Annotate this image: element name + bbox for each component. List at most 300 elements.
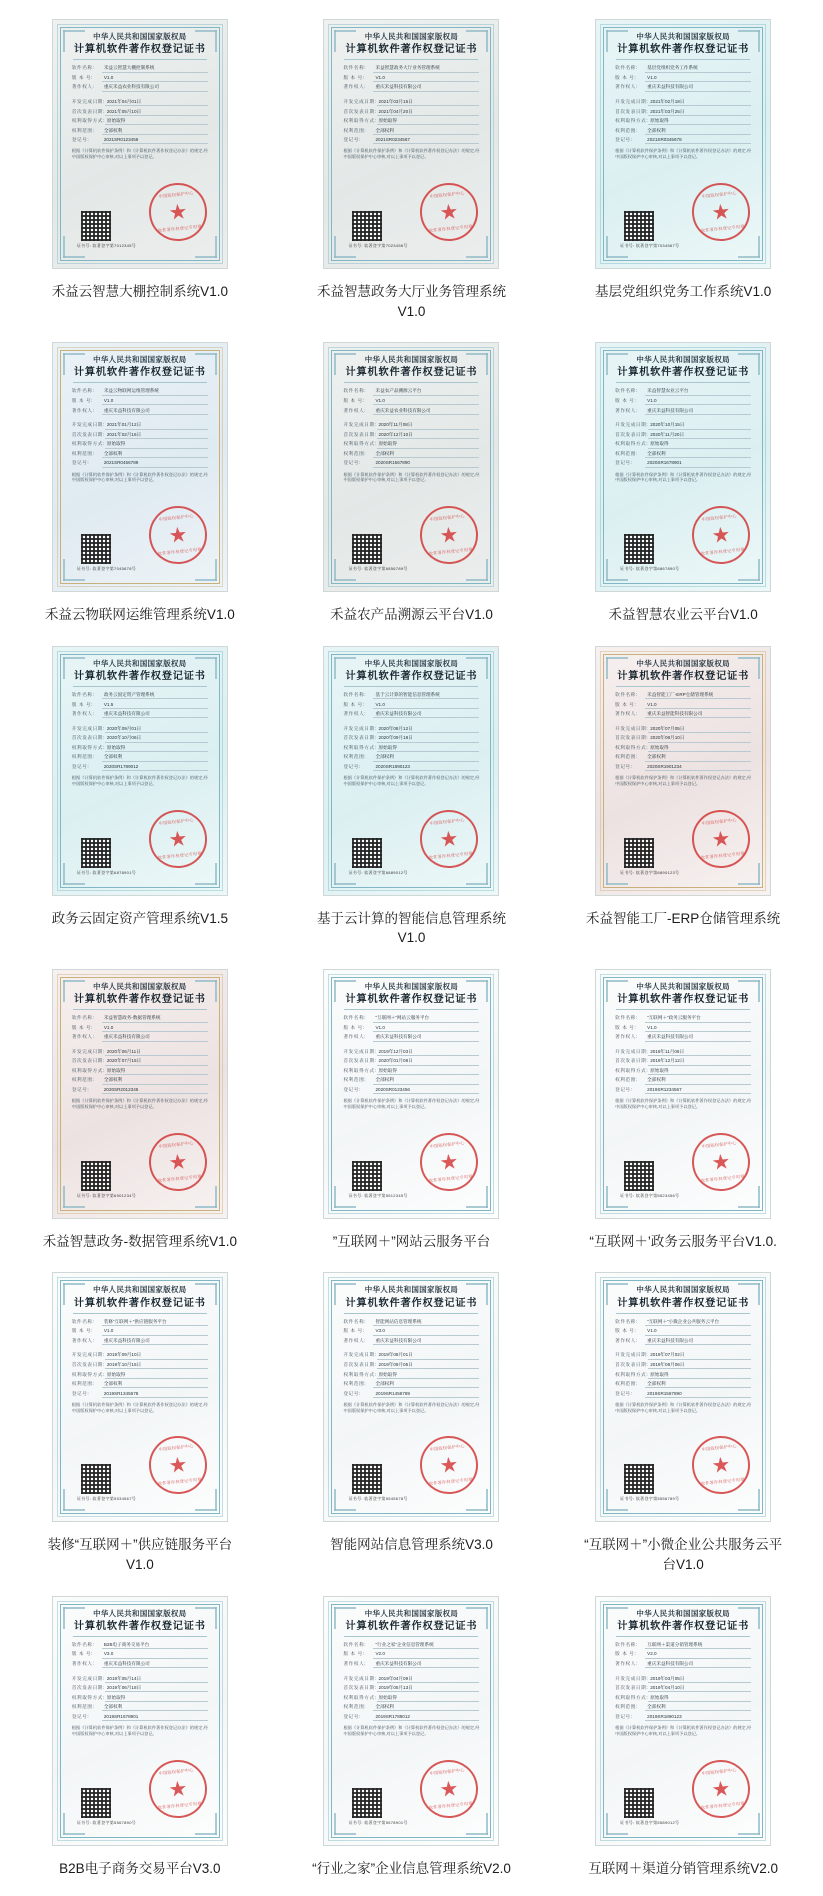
qr-code-icon xyxy=(81,1788,111,1818)
field-value-reg-number: 2020SR0123456 xyxy=(373,1087,479,1094)
qr-code-icon xyxy=(81,838,111,868)
field-value-first-publish: 2020年08月10日 xyxy=(648,735,751,742)
field-value-dev-complete: 2019年09月10日 xyxy=(105,1352,208,1359)
certificate-image[interactable] xyxy=(42,962,238,1226)
field-label-version: 版 本 号: xyxy=(71,1024,94,1030)
field-label-right-scope: 权利取得方式: xyxy=(615,118,649,124)
field-label-version: 版 本 号: xyxy=(71,398,94,403)
field-value-right-scope: 原始取得 xyxy=(377,118,480,125)
field-value-reg-number: 2019SR1678901 xyxy=(102,1714,208,1721)
certificate-title: 计算机软件著作权登记证书 xyxy=(73,993,206,1005)
certificate-issuer: 中华人民共和国国家版权局 xyxy=(93,1608,187,1618)
field-label-right-scope: 权利取得方式: xyxy=(343,118,377,124)
field-software-name xyxy=(72,65,208,72)
seal-top-text: 中国版权保护中心 xyxy=(429,1766,466,1776)
certificate-fields xyxy=(338,1015,484,1094)
certificate-note: 根据《计算机软件保护条例》和《计算机软件著作权登记办法》的规定,经中国版权保护中心审核,对以上事项予以登记。 xyxy=(71,1401,208,1413)
field-value-owner: 重庆禾益科技有限公司 xyxy=(373,1034,479,1041)
field-label-reg-number: 登记号: xyxy=(71,137,90,143)
field-right-way xyxy=(72,1704,208,1711)
field-value-dev-complete: 2019年07月02日 xyxy=(648,1352,751,1359)
certificate-fields xyxy=(610,1642,756,1721)
field-dev-complete xyxy=(615,726,751,733)
field-copyright-owner xyxy=(343,408,479,415)
field-value-reg-number: 2019SR1789012 xyxy=(373,1714,479,1721)
certificate-note: 根据《计算机软件保护条例》和《计算机软件著作权登记办法》的规定,经中国版权保护中心审核,对以上事项予以登记。 xyxy=(343,1401,480,1413)
field-value-right-scope: 原始取得 xyxy=(648,1372,751,1379)
certificate-image[interactable] xyxy=(313,639,509,903)
seal-top-text: 中国版权保护中心 xyxy=(158,1443,194,1453)
divider xyxy=(344,1313,478,1314)
field-label-reg-number: 登记号: xyxy=(615,763,633,769)
field-reg-number xyxy=(72,1391,208,1398)
field-label-first-publish: 首次发表日期: xyxy=(615,1361,649,1367)
field-value-first-publish: 2020年11月20日 xyxy=(648,432,751,439)
field-label-version: 版 本 号: xyxy=(343,1328,365,1334)
field-value-reg-number: 2020SR2012345 xyxy=(102,1087,208,1094)
seal-top-text: 中国版权保护中心 xyxy=(701,1766,738,1776)
certificate-issuer: 中华人民共和国国家版权局 xyxy=(93,1285,187,1295)
certificate-number: 证书号: 软著登字第6856789号 xyxy=(348,566,408,572)
certificate-issuer: 中华人民共和国国家版权局 xyxy=(93,658,187,668)
certificate-caption: 禾益智慧农业云平台V1.0 xyxy=(608,607,758,623)
seal-top-text: 中国版权保护中心 xyxy=(158,816,194,826)
field-right-way xyxy=(615,451,751,458)
field-version xyxy=(72,1651,208,1658)
field-value-dev-complete: 2020年10月15日 xyxy=(648,422,751,429)
certificate-card-8[interactable] xyxy=(276,633,548,956)
field-first-publish xyxy=(343,1058,479,1065)
field-label-software-name: 软件名称: xyxy=(71,65,95,71)
field-value-version: V1.0 xyxy=(373,1025,479,1032)
field-software-name xyxy=(343,1015,479,1022)
field-version xyxy=(343,1651,479,1658)
field-value-right-scope: 原始取得 xyxy=(105,1068,208,1075)
official-seal-icon xyxy=(146,1434,210,1498)
certificate-note: 根据《计算机软件保护条例》和《计算机软件著作权登记办法》的规定,经中国版权保护中心审核,对以上事项予以登记。 xyxy=(615,471,752,483)
official-seal-icon xyxy=(418,1434,482,1498)
certificate-note: 根据《计算机软件保护条例》和《计算机软件著作权登记办法》的规定,经中国版权保护中心审核,对以上事项予以登记。 xyxy=(343,471,480,483)
field-value-dev-complete: 2020年08月12日 xyxy=(377,726,480,733)
field-reg-number xyxy=(72,1087,208,1094)
qr-code-icon xyxy=(81,211,111,241)
field-right-scope xyxy=(615,1372,751,1379)
field-value-first-publish: 2019年09月05日 xyxy=(377,1362,480,1369)
certificate-number: 证书号: 软著登字第5523456号 xyxy=(620,1192,680,1198)
field-label-software-name: 软件名称: xyxy=(343,1015,367,1021)
qr-code-icon xyxy=(624,1464,654,1494)
field-first-publish xyxy=(615,735,751,742)
field-software-name xyxy=(72,692,208,699)
field-value-software-name: 装修“互联网＋”供应链服务平台 xyxy=(102,1319,208,1326)
certificate-caption: 装修“互联网＋”供应链服务平台V1.0 xyxy=(47,1537,233,1572)
seal-star-icon: ★ xyxy=(438,1452,461,1478)
field-value-right-way: 全部权利 xyxy=(645,451,751,458)
certificate-number: 证书号: 软著登字第5534567号 xyxy=(76,1496,137,1502)
certificate-fields xyxy=(67,692,213,771)
seal-top-text: 中国版权保护中心 xyxy=(701,513,738,523)
field-right-way xyxy=(72,754,208,761)
divider xyxy=(344,1009,478,1010)
field-right-way xyxy=(615,754,751,761)
field-value-version: V1.0 xyxy=(102,1328,208,1335)
certificate-fields xyxy=(338,65,484,144)
field-value-software-name: 基层党组织党务工作系统 xyxy=(645,65,751,72)
seal-bottom-text: 软件著作权登记专用章 xyxy=(157,1477,202,1487)
certificate-issuer: 中华人民共和国国家版权局 xyxy=(93,355,187,365)
seal-bottom-text: 软件著作权登记专用章 xyxy=(157,1800,202,1810)
seal-star-icon: ★ xyxy=(710,199,732,225)
field-label-right-scope: 权利取得方式: xyxy=(71,1067,105,1073)
field-copyright-owner xyxy=(615,711,751,718)
field-right-scope xyxy=(343,1372,479,1379)
field-dev-complete xyxy=(615,422,751,429)
field-value-right-scope: 原始取得 xyxy=(377,1372,480,1379)
certificate-image[interactable] xyxy=(313,1589,509,1853)
field-label-first-publish: 首次发表日期: xyxy=(615,1058,649,1064)
field-right-scope xyxy=(72,118,208,125)
field-value-reg-number: 2020SR1901234 xyxy=(645,764,751,771)
field-label-first-publish: 首次发表日期: xyxy=(615,735,649,741)
divider xyxy=(73,1636,207,1637)
seal-top-text: 中国版权保护中心 xyxy=(158,513,194,523)
field-value-version: V1.0 xyxy=(645,398,751,405)
certificate-card-2[interactable] xyxy=(276,6,548,329)
certificate-number: 证书号: 软著登字第6878901号 xyxy=(76,869,137,875)
certificate-fields xyxy=(610,1015,756,1094)
field-right-way xyxy=(72,1077,208,1084)
field-first-publish xyxy=(615,1362,751,1369)
field-label-version: 版 本 号: xyxy=(343,74,365,80)
certificate-image[interactable] xyxy=(42,12,238,276)
field-right-scope xyxy=(343,745,479,752)
field-value-right-way: 全部权利 xyxy=(645,128,751,135)
field-label-reg-number: 登记号: xyxy=(71,460,90,466)
field-value-version: V1.0 xyxy=(645,1328,751,1335)
field-value-reg-number: 2019SR1890123 xyxy=(645,1714,751,1721)
field-label-dev-complete: 开发完成日期: xyxy=(343,99,377,105)
certificate-caption: 政务云固定资产管理系统V1.5 xyxy=(51,910,228,926)
certificate-card-12[interactable] xyxy=(547,956,819,1260)
field-dev-complete xyxy=(615,1352,751,1359)
field-software-name xyxy=(72,1642,208,1649)
certificate-card-18[interactable] xyxy=(547,1583,819,1887)
field-value-owner: 重庆禾益科技有限公司 xyxy=(373,84,479,91)
field-version xyxy=(72,398,208,405)
field-label-right-way: 权利范围: xyxy=(343,127,367,133)
seal-bottom-text: 软件著作权登记专用章 xyxy=(700,1800,745,1810)
field-right-scope xyxy=(72,1695,208,1702)
divider xyxy=(344,382,478,383)
certificate-footer xyxy=(610,500,756,578)
field-label-right-way: 权利范围: xyxy=(343,754,367,760)
certificate-image[interactable] xyxy=(42,1265,238,1529)
seal-top-text: 中国版权保护中心 xyxy=(158,190,194,199)
field-label-software-name: 软件名称: xyxy=(71,388,95,394)
field-label-reg-number: 登记号: xyxy=(343,1713,361,1719)
official-seal-icon xyxy=(689,1130,753,1194)
field-label-software-name: 软件名称: xyxy=(343,65,367,71)
field-value-dev-complete: 2020年11月08日 xyxy=(377,422,480,429)
seal-star-icon: ★ xyxy=(710,1452,732,1478)
certificate-card-15[interactable] xyxy=(547,1259,819,1582)
field-value-owner: 重庆禾益科技有限公司 xyxy=(373,1661,479,1668)
field-value-version: V1.0 xyxy=(102,398,208,405)
certificate-number: 证书号: 软著登字第6889012号 xyxy=(348,869,408,875)
certificate-image[interactable] xyxy=(585,335,781,599)
field-value-right-way: 全部权利 xyxy=(102,1704,208,1711)
field-right-scope xyxy=(615,441,751,448)
field-reg-number xyxy=(343,1714,479,1721)
field-copyright-owner xyxy=(343,1338,479,1345)
field-right-scope xyxy=(72,1068,208,1075)
certificate-image[interactable] xyxy=(42,335,238,599)
field-value-dev-complete: 2019年04月09日 xyxy=(377,1676,480,1683)
field-label-reg-number: 登记号: xyxy=(343,137,361,143)
field-copyright-owner xyxy=(72,1034,208,1041)
field-value-reg-number: 2019SR1456789 xyxy=(373,1391,479,1398)
field-value-right-way: 全部权利 xyxy=(645,1381,751,1388)
field-version xyxy=(72,702,208,709)
field-value-right-scope: 原始取得 xyxy=(105,118,208,125)
divider xyxy=(73,59,207,60)
field-value-reg-number: 2020SR1567890 xyxy=(373,460,479,467)
field-label-version: 版 本 号: xyxy=(615,1651,637,1657)
field-right-scope xyxy=(615,745,751,752)
seal-bottom-text: 软件著作权登记专用章 xyxy=(700,850,745,860)
field-value-dev-complete: 2020年07月05日 xyxy=(648,726,751,733)
field-software-name xyxy=(615,1015,751,1022)
certificate-card-5[interactable] xyxy=(276,329,548,633)
field-value-dev-complete: 2021年03月15日 xyxy=(377,99,480,106)
field-label-dev-complete: 开发完成日期: xyxy=(615,1048,649,1054)
field-label-software-name: 软件名称: xyxy=(615,65,638,71)
field-value-software-name: “互联网＋”政务云服务平台 xyxy=(645,1015,751,1022)
field-value-dev-complete: 2019年05月14日 xyxy=(105,1676,208,1683)
seal-star-icon: ★ xyxy=(710,826,732,852)
certificate-card-13[interactable] xyxy=(4,1259,276,1582)
field-label-version: 版 本 号: xyxy=(343,1651,365,1657)
field-version xyxy=(615,1651,751,1658)
certificate-image[interactable] xyxy=(42,639,238,903)
field-label-dev-complete: 开发完成日期: xyxy=(615,1675,649,1681)
certificate-note: 根据《计算机软件保护条例》和《计算机软件著作权登记办法》的规定,经中国版权保护中心审核,对以上事项予以登记。 xyxy=(71,471,208,483)
certificate-image[interactable] xyxy=(42,1589,238,1853)
certificate-caption: “互联网＋’政务云服务平台V1.0. xyxy=(589,1233,777,1249)
certificate-image[interactable] xyxy=(313,962,509,1226)
field-value-reg-number: 2019SR1567890 xyxy=(645,1391,751,1398)
field-label-dev-complete: 开发完成日期: xyxy=(71,1352,105,1358)
certificate-card-16[interactable] xyxy=(4,1583,276,1887)
seal-bottom-text: 软件著作权登记专用章 xyxy=(429,1800,474,1810)
certificate-title: 计算机软件著作权登记证书 xyxy=(617,1297,750,1309)
field-first-publish xyxy=(343,735,479,742)
field-label-first-publish: 首次发表日期: xyxy=(71,108,105,114)
field-reg-number xyxy=(615,1714,751,1721)
certificate-card-6[interactable] xyxy=(547,329,819,633)
certificate-image[interactable] xyxy=(585,1589,781,1853)
certificate-card-14[interactable] xyxy=(276,1259,548,1582)
field-value-reg-number: 2021SR0123456 xyxy=(102,137,208,144)
field-dev-complete xyxy=(343,1352,479,1359)
certificate-caption: 禾益云物联网运维管理系统V1.0 xyxy=(44,607,235,623)
field-value-owner: 重庆禾益科技有限公司 xyxy=(645,1661,751,1668)
field-version xyxy=(343,75,479,82)
field-copyright-owner xyxy=(615,1338,751,1345)
certificate-card-7[interactable] xyxy=(4,633,276,956)
seal-top-text: 中国版权保护中心 xyxy=(701,1140,738,1149)
certificate-title: 计算机软件著作权登记证书 xyxy=(345,993,478,1005)
certificate-number: 证书号: 软著登字第5545678号 xyxy=(348,1496,408,1502)
field-label-reg-number: 登记号: xyxy=(71,1390,90,1396)
seal-star-icon: ★ xyxy=(167,199,189,225)
seal-star-icon: ★ xyxy=(438,199,461,225)
field-label-software-name: 软件名称: xyxy=(343,388,367,394)
field-value-owner: 重庆禾益科技有限公司 xyxy=(645,84,751,91)
field-value-software-name: “互联网＋”小微企业公共服务云平台 xyxy=(645,1319,751,1326)
field-value-reg-number: 2019SR1345678 xyxy=(102,1391,208,1398)
field-software-name xyxy=(72,388,208,395)
certificate-issuer: 中华人民共和国国家版权局 xyxy=(636,355,730,365)
field-value-right-scope: 原始取得 xyxy=(648,1695,751,1702)
field-copyright-owner xyxy=(343,1661,479,1668)
field-label-reg-number: 登记号: xyxy=(615,137,633,143)
certificate-note: 根据《计算机软件保护条例》和《计算机软件著作权登记办法》的规定,经中国版权保护中心审核,对以上事项予以登记。 xyxy=(343,148,480,160)
certificate-image[interactable] xyxy=(585,1265,781,1529)
divider xyxy=(73,1313,207,1314)
certificate-card-3[interactable] xyxy=(547,6,819,329)
field-version xyxy=(615,1025,751,1032)
seal-star-icon: ★ xyxy=(710,1776,732,1801)
field-value-right-way: 全部权利 xyxy=(102,754,208,761)
certificate-issuer: 中华人民共和国国家版权局 xyxy=(93,32,187,41)
certificate-card-10[interactable] xyxy=(4,956,276,1260)
seal-top-text: 中国版权保护中心 xyxy=(701,1443,738,1453)
field-label-right-scope: 权利取得方式: xyxy=(71,118,105,124)
field-value-first-publish: 2020年10月06日 xyxy=(105,735,208,742)
qr-code-icon xyxy=(624,838,654,868)
field-first-publish xyxy=(72,1058,208,1065)
certificate-image[interactable] xyxy=(585,962,781,1226)
field-dev-complete xyxy=(343,99,479,106)
field-label-first-publish: 首次发表日期: xyxy=(343,108,377,114)
field-label-dev-complete: 开发完成日期: xyxy=(615,725,649,731)
certificate-issuer: 中华人民共和国国家版权局 xyxy=(364,658,459,668)
field-label-right-way: 权利范围: xyxy=(615,1704,638,1710)
field-label-version: 版 本 号: xyxy=(615,74,637,80)
field-reg-number xyxy=(343,764,479,771)
field-label-software-name: 软件名称: xyxy=(71,1641,95,1647)
field-version xyxy=(343,1328,479,1335)
field-label-right-scope: 权利取得方式: xyxy=(343,744,377,750)
certificate-title: 计算机软件著作权登记证书 xyxy=(345,367,478,379)
certificate-note: 根据《计算机软件保护条例》和《计算机软件著作权登记办法》的规定,经中国版权保护中心审核,对以上事项予以登记。 xyxy=(343,775,480,786)
certificate-note: 根据《计算机软件保护条例》和《计算机软件著作权登记办法》的规定,经中国版权保护中心审核,对以上事项予以登记。 xyxy=(71,775,208,786)
field-value-right-way: 全部权利 xyxy=(373,128,479,135)
field-copyright-owner xyxy=(72,1338,208,1345)
field-value-owner: 重庆禾益农业科技有限公司 xyxy=(373,408,479,415)
field-label-owner: 著作权人: xyxy=(343,84,367,90)
seal-top-text: 中国版权保护中心 xyxy=(158,1766,194,1776)
certificate-image[interactable] xyxy=(313,1265,509,1529)
field-value-version: V1.0 xyxy=(373,702,479,709)
certificate-issuer: 中华人民共和国国家版权局 xyxy=(636,981,730,991)
certificate-card-9[interactable] xyxy=(547,633,819,956)
field-label-right-scope: 权利取得方式: xyxy=(343,1694,377,1700)
field-value-owner: 重庆禾益科技有限公司 xyxy=(645,1338,751,1345)
certificate-footer xyxy=(338,804,484,882)
field-label-software-name: 软件名称: xyxy=(343,1318,367,1324)
field-right-way xyxy=(343,1704,479,1711)
certificate-note: 根据《计算机软件保护条例》和《计算机软件著作权登记办法》的规定,经中国版权保护中心审核,对以上事项予以登记。 xyxy=(615,148,752,160)
field-value-right-scope: 原始取得 xyxy=(105,1372,208,1379)
certificate-image[interactable] xyxy=(585,12,781,276)
certificate-note: 根据《计算机软件保护条例》和《计算机软件著作权登记办法》的规定,经中国版权保护中心审核,对以上事项予以登记。 xyxy=(343,1098,480,1109)
seal-star-icon: ★ xyxy=(438,826,461,852)
field-version xyxy=(343,702,479,709)
field-value-first-publish: 2020年07月15日 xyxy=(105,1058,208,1065)
certificate-image[interactable] xyxy=(313,12,509,276)
field-value-version: V1.5 xyxy=(102,702,208,709)
field-label-reg-number: 登记号: xyxy=(71,1713,90,1719)
field-version xyxy=(615,702,751,709)
certificate-image[interactable] xyxy=(313,335,509,599)
field-software-name xyxy=(615,65,751,72)
divider xyxy=(73,1009,207,1010)
field-reg-number xyxy=(615,764,751,771)
official-seal-icon xyxy=(146,807,210,871)
certificate-title: 计算机软件著作权登记证书 xyxy=(345,1620,478,1632)
certificate-card-1[interactable] xyxy=(4,6,276,329)
certificate-caption: 禾益智慧政务-数据管理系统V1.0 xyxy=(42,1233,237,1249)
field-value-software-name: 互联网＋渠道分销管理系统 xyxy=(645,1642,751,1649)
field-label-reg-number: 登记号: xyxy=(343,1086,361,1092)
certificate-caption: 禾益农产品溯源云平台V1.0 xyxy=(330,607,493,623)
field-value-version: V1.0 xyxy=(102,75,208,82)
seal-star-icon: ★ xyxy=(167,1149,189,1175)
field-label-version: 版 本 号: xyxy=(615,398,637,403)
seal-bottom-text: 软件著作权登记专用章 xyxy=(429,1173,474,1184)
qr-code-icon xyxy=(352,534,382,564)
field-version xyxy=(72,1025,208,1032)
certificate-issuer: 中华人民共和国国家版权局 xyxy=(364,355,459,365)
field-right-way xyxy=(343,1077,479,1084)
certificate-caption: B2B电子商务交易平台V3.0 xyxy=(59,1860,221,1876)
certificate-card-17[interactable] xyxy=(276,1583,548,1887)
field-right-scope xyxy=(343,1068,479,1075)
certificate-card-4[interactable] xyxy=(4,329,276,633)
field-label-first-publish: 首次发表日期: xyxy=(615,431,649,437)
field-label-dev-complete: 开发完成日期: xyxy=(615,99,649,105)
certificate-caption: “互联网＋”小微企业公共服务云平台V1.0 xyxy=(584,1537,783,1572)
field-value-first-publish: 2019年10月15日 xyxy=(105,1362,208,1369)
field-label-software-name: 软件名称: xyxy=(615,692,638,698)
certificate-image[interactable] xyxy=(585,639,781,903)
seal-bottom-text: 软件著作权登记专用章 xyxy=(700,1477,745,1487)
field-software-name xyxy=(343,388,479,395)
field-copyright-owner xyxy=(343,84,479,91)
field-dev-complete xyxy=(615,1676,751,1683)
certificate-card-11[interactable] xyxy=(276,956,548,1260)
field-value-right-scope: 原始取得 xyxy=(648,118,751,125)
field-value-right-way: 全部权利 xyxy=(645,1704,751,1711)
field-dev-complete xyxy=(343,1049,479,1056)
field-software-name xyxy=(72,1015,208,1022)
field-version xyxy=(72,1328,208,1335)
field-label-right-way: 权利范围: xyxy=(71,1381,95,1387)
field-label-version: 版 本 号: xyxy=(615,1328,637,1334)
seal-bottom-text: 软件著作权登记专用章 xyxy=(429,1477,474,1487)
